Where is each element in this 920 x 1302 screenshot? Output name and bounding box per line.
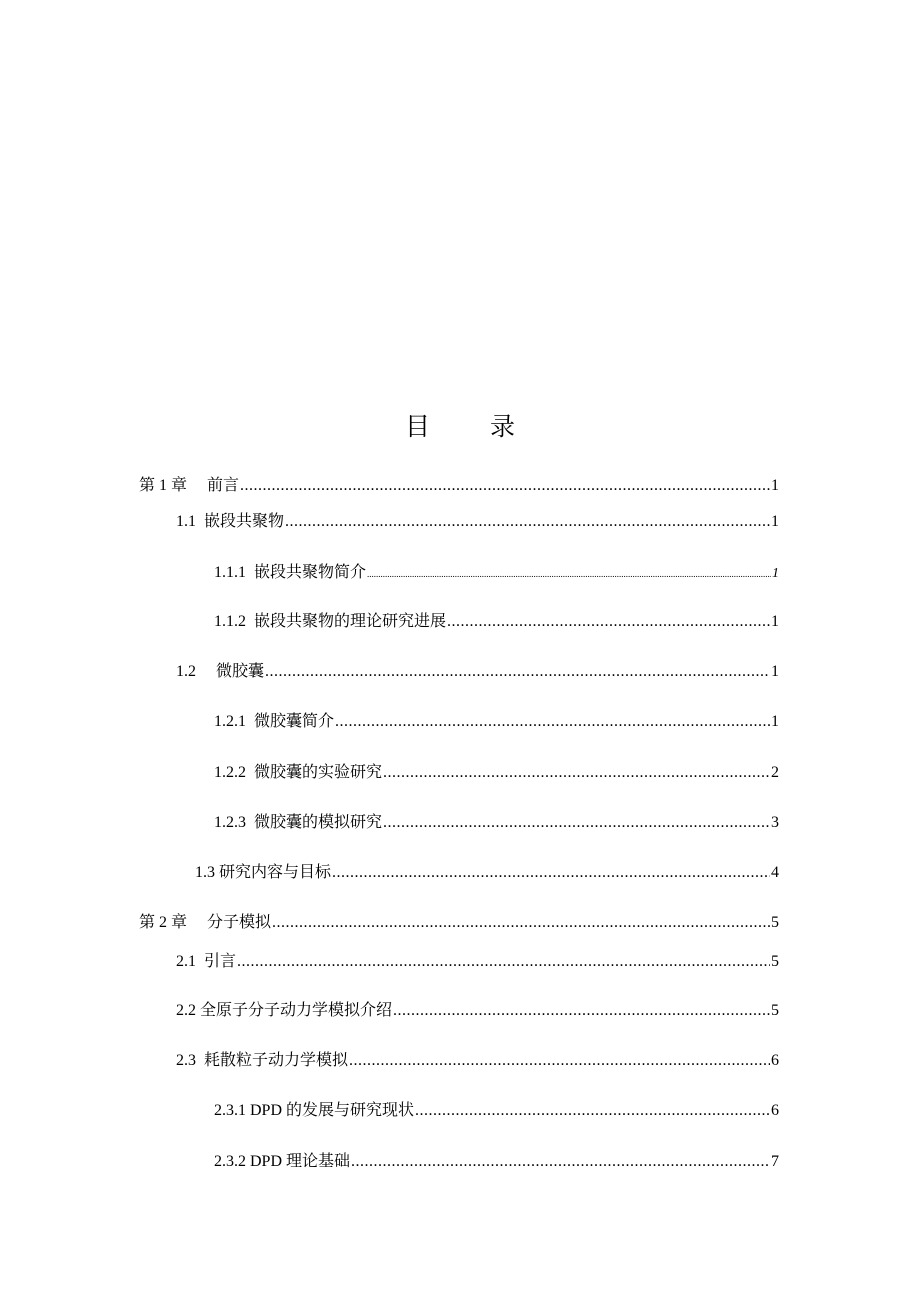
toc-dot-leader bbox=[272, 911, 770, 935]
toc-entry-text: 嵌段共聚物的理论研究进展 bbox=[254, 613, 447, 630]
toc-entry-1-3[interactable] bbox=[195, 861, 779, 885]
toc-entry-text: 嵌段共聚物简介 bbox=[254, 564, 367, 581]
toc-dot-leader bbox=[240, 474, 770, 498]
toc-dot-leader bbox=[351, 1150, 770, 1174]
toc-entry-label bbox=[195, 861, 331, 885]
toc-page-number: 1 bbox=[771, 713, 779, 730]
toc-entry-number: 2.2 bbox=[176, 1002, 196, 1019]
toc-entry-ch1[interactable] bbox=[139, 474, 779, 498]
toc-dot-leader bbox=[285, 510, 770, 534]
toc-dot-leader bbox=[383, 761, 770, 785]
toc-page-number: 5 bbox=[771, 953, 779, 970]
toc-page-number: 1 bbox=[771, 513, 779, 530]
toc-entry-text: 微胶囊 bbox=[216, 663, 265, 680]
toc-title: 目 录 bbox=[405, 412, 541, 441]
toc-entry-number: 1.2.1 bbox=[214, 713, 246, 730]
toc-page-number: 1 bbox=[771, 663, 779, 680]
toc-entry-number: 1.1.1 bbox=[214, 564, 246, 581]
toc-entry-label bbox=[214, 811, 382, 835]
toc-entry-1-2[interactable] bbox=[176, 660, 779, 684]
toc-dot-leader bbox=[447, 610, 770, 634]
toc-entry-text: 微胶囊简介 bbox=[254, 713, 335, 730]
toc-page-number: 1 bbox=[771, 613, 779, 630]
toc-entry-text: 前言 bbox=[207, 477, 240, 494]
toc-entry-1-2-2[interactable] bbox=[214, 761, 779, 785]
toc-entry-2-3[interactable] bbox=[176, 1049, 779, 1073]
toc-entry-label bbox=[176, 660, 264, 684]
toc-page-number: 6 bbox=[771, 1052, 779, 1069]
toc-entry-label bbox=[214, 710, 334, 734]
toc-entry-1-1-2[interactable] bbox=[214, 610, 779, 634]
toc-entry-label bbox=[176, 1049, 348, 1073]
toc-page-number: 4 bbox=[771, 864, 779, 881]
toc-entry-1-2-1[interactable] bbox=[214, 710, 779, 734]
toc-entry-label bbox=[139, 474, 239, 498]
toc-page-number: 5 bbox=[771, 914, 779, 931]
toc-entry-number: 1.1 bbox=[176, 513, 196, 530]
toc-entry-number: 2.1 bbox=[176, 953, 196, 970]
toc-entry-label bbox=[214, 610, 446, 634]
toc-dot-leader bbox=[335, 710, 770, 734]
toc-dot-leader bbox=[393, 999, 770, 1023]
toc-entry-text: DPD 的发展与研究现状 bbox=[250, 1102, 415, 1119]
toc-entry-text: 耗散粒子动力学模拟 bbox=[204, 1052, 349, 1069]
toc-entry-label bbox=[214, 1099, 414, 1123]
toc-entry-label bbox=[214, 1150, 350, 1174]
toc-entry-label bbox=[214, 561, 366, 585]
toc-entry-text: 全原子分子动力学模拟介绍 bbox=[200, 1002, 393, 1019]
toc-page-number: 3 bbox=[771, 814, 779, 831]
toc-entry-text: 研究内容与目标 bbox=[219, 864, 332, 881]
toc-entry-number: 第 1 章 bbox=[139, 477, 188, 494]
toc-dot-leader bbox=[383, 811, 770, 835]
toc-dot-leader bbox=[367, 562, 771, 586]
toc-entry-2-2[interactable] bbox=[176, 999, 779, 1023]
toc-entry-text: 微胶囊的模拟研究 bbox=[254, 814, 383, 831]
toc-dot-leader bbox=[265, 660, 770, 684]
toc-entry-number: 2.3 bbox=[176, 1052, 196, 1069]
toc-entry-number: 2.3.2 bbox=[214, 1153, 246, 1170]
toc-page-number: 7 bbox=[771, 1153, 779, 1170]
toc-entry-text: 分子模拟 bbox=[207, 914, 272, 931]
toc-entry-number: 1.2 bbox=[176, 663, 196, 680]
toc-entry-text: 引言 bbox=[204, 953, 237, 970]
toc-entry-1-2-3[interactable] bbox=[214, 811, 779, 835]
toc-entry-2-3-1[interactable] bbox=[214, 1099, 779, 1123]
toc-entry-label bbox=[176, 999, 392, 1023]
toc-page-number: 2 bbox=[771, 764, 779, 781]
toc-entry-2-1[interactable] bbox=[176, 950, 779, 974]
toc-entry-number: 第 2 章 bbox=[139, 914, 188, 931]
toc-dot-leader bbox=[332, 861, 770, 885]
toc-dot-leader bbox=[237, 950, 770, 974]
toc-dot-leader bbox=[415, 1099, 770, 1123]
toc-entry-text: 嵌段共聚物 bbox=[204, 513, 285, 530]
toc-page-number: 6 bbox=[771, 1102, 779, 1119]
toc-page-number: 1 bbox=[772, 566, 779, 581]
toc-entry-number: 1.2.2 bbox=[214, 764, 246, 781]
toc-entry-label bbox=[176, 950, 236, 974]
toc-page-number: 1 bbox=[771, 477, 779, 494]
toc-entry-label bbox=[139, 911, 271, 935]
toc-entry-1-1[interactable] bbox=[176, 510, 779, 534]
toc-entry-number: 1.1.2 bbox=[214, 613, 246, 630]
toc-entry-number: 1.2.3 bbox=[214, 814, 246, 831]
toc-entry-number: 2.3.1 bbox=[214, 1102, 246, 1119]
toc-dot-leader bbox=[349, 1049, 770, 1073]
toc-entry-2-3-2[interactable] bbox=[214, 1150, 779, 1174]
toc-entry-label bbox=[176, 510, 284, 534]
toc-entry-text: 微胶囊的实验研究 bbox=[254, 764, 383, 781]
toc-entry-1-1-1[interactable] bbox=[214, 561, 779, 585]
toc-page-number: 5 bbox=[771, 1002, 779, 1019]
toc-entry-text: DPD 理论基础 bbox=[250, 1153, 351, 1170]
toc-entry-label bbox=[214, 761, 382, 785]
toc-entry-number: 1.3 bbox=[195, 864, 215, 881]
toc-entry-ch2[interactable] bbox=[139, 911, 779, 935]
